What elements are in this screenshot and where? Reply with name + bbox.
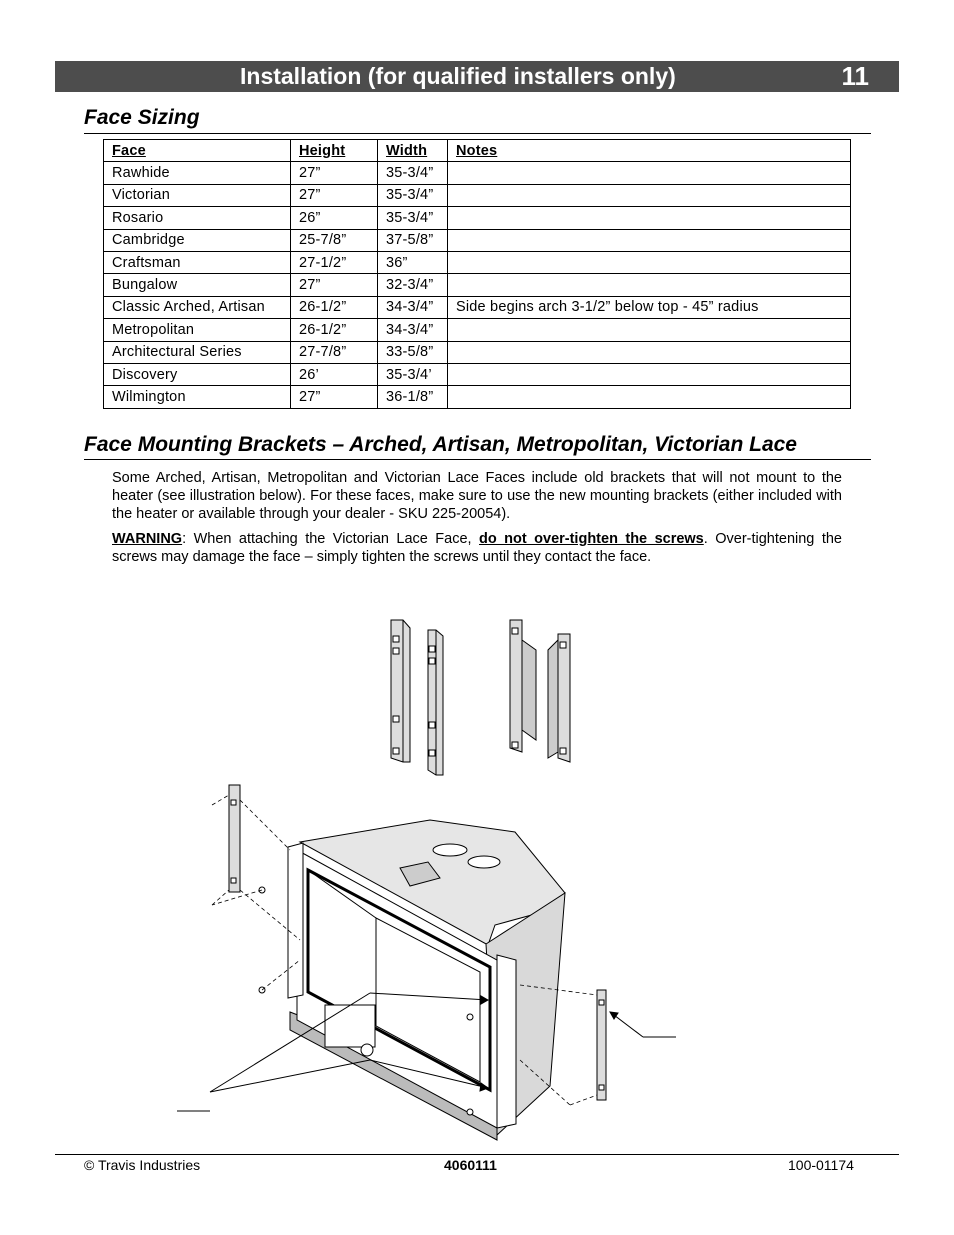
table-cell: 27”: [291, 386, 378, 408]
column-header-width: Width: [378, 140, 448, 162]
new-bracket-left: [510, 620, 536, 752]
table-cell: Bungalow: [104, 274, 291, 296]
table-cell: 35-3/4”: [378, 207, 448, 229]
footer-part-number: 100-01174: [788, 1157, 854, 1173]
right-mounting-bracket: [597, 990, 606, 1100]
table-cell: 32-3/4”: [378, 274, 448, 296]
table-cell: Rawhide: [104, 162, 291, 184]
table-cell: 27”: [291, 162, 378, 184]
warning-text-2: . Over-tightening the screws may damage the face – simply tighten the screws until they contact the face.: [112, 531, 842, 565]
mounting-brackets-heading: Face Mounting Brackets – Arched, Artisan, Metropolitan, Victorian Lace: [84, 433, 797, 456]
face-sizing-heading: Face Sizing: [84, 106, 200, 129]
column-header-face: Face: [104, 140, 291, 162]
table-cell: 26-1/2”: [291, 296, 378, 318]
table-cell: 27”: [291, 274, 378, 296]
table-cell: 35-3/4’: [378, 363, 448, 385]
table-cell: Side begins arch 3-1/2” below top - 45” radius: [448, 296, 851, 318]
left-mounting-bracket: [229, 785, 240, 892]
old-bracket-right: [428, 630, 443, 775]
table-cell: Metropolitan: [104, 319, 291, 341]
table-cell: 37-5/8”: [378, 229, 448, 251]
column-header-height: Height: [291, 140, 378, 162]
footer-doc-number: 4060111: [444, 1157, 497, 1173]
table-cell: 36”: [378, 251, 448, 273]
table-cell: Rosario: [104, 207, 291, 229]
footer-copyright: © Travis Industries: [84, 1157, 201, 1173]
table-cell: Classic Arched, Artisan: [104, 296, 291, 318]
table-cell: 25-7/8”: [291, 229, 378, 251]
warning-text-1: : When attaching the Victorian Lace Face,: [182, 531, 479, 547]
page-title: Installation (for qualified installers only): [240, 63, 676, 89]
table-cell: 34-3/4”: [378, 319, 448, 341]
table-cell: Architectural Series: [104, 341, 291, 363]
old-bracket-left: [391, 620, 410, 762]
table-cell: 34-3/4”: [378, 296, 448, 318]
table-cell: 27”: [291, 184, 378, 206]
warning-emphasis: do not over-tighten the screws: [479, 531, 704, 547]
brackets-paragraph: Some Arched, Artisan, Metropolitan and Victorian Lace Faces include old brackets that will not mount to the heater (see illustration below). For these faces, make sure to use the new mounting brackets (either included with the heater or available through your dealer - SKU 225-20054).: [112, 470, 842, 522]
warning-label: WARNING: [112, 531, 183, 547]
table-cell: 36-1/8”: [378, 386, 448, 408]
table-cell: Discovery: [104, 363, 291, 385]
column-header-notes: Notes: [448, 140, 851, 162]
heater-unit: [288, 820, 565, 1140]
table-cell: Victorian: [104, 184, 291, 206]
table-cell: 26’: [291, 363, 378, 385]
table-cell: 33-5/8”: [378, 341, 448, 363]
table-cell: Craftsman: [104, 251, 291, 273]
table-cell: 27-1/2”: [291, 251, 378, 273]
table-cell: 26-1/2”: [291, 319, 378, 341]
new-bracket-right: [548, 634, 570, 762]
table-cell: 35-3/4”: [378, 184, 448, 206]
table-cell: 35-3/4”: [378, 162, 448, 184]
screw-icon: [467, 1014, 473, 1020]
page-number: 11: [841, 61, 869, 91]
footer-rule: [55, 1154, 899, 1155]
table-cell: 26”: [291, 207, 378, 229]
table-cell: Wilmington: [104, 386, 291, 408]
table-cell: 27-7/8”: [291, 341, 378, 363]
table-cell: Cambridge: [104, 229, 291, 251]
screw-icon: [467, 1109, 473, 1115]
